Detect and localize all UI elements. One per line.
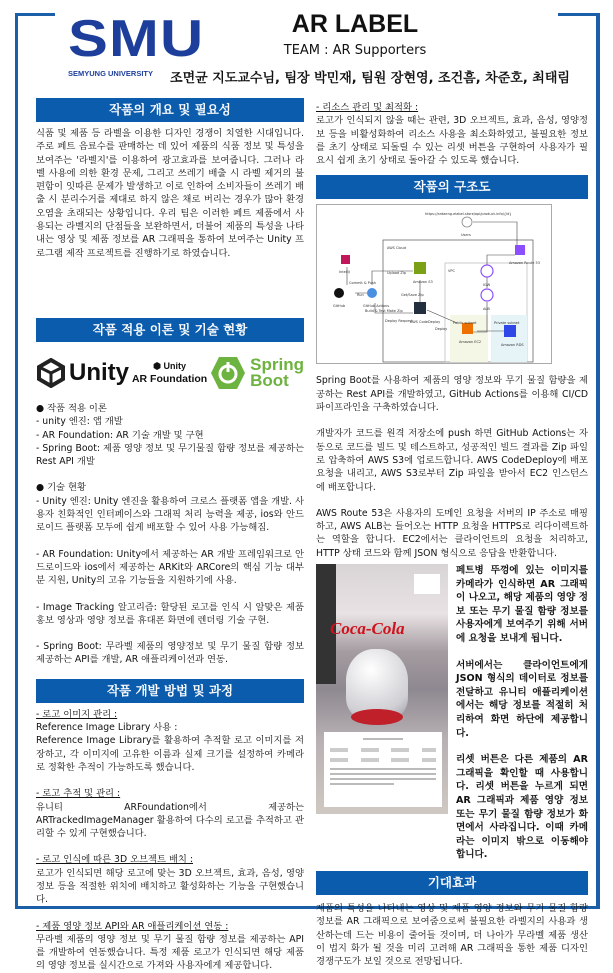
spring-text: Spring — [250, 354, 304, 374]
method-item-title: - 로고 추적 및 관리 : — [36, 788, 121, 800]
method-item-body: 유니티 ARFoundation에서 제공하는 ARTrackedImageManager 활용하여 다수의 로고를 추적하고 관리할 수 있게 구현했습니다. — [36, 801, 304, 840]
team-name: TEAM : AR Supporters — [283, 43, 427, 58]
diagram-url: https://ardaeng.elabel.store/api/product-info/{id} — [425, 212, 512, 217]
frame-left — [15, 13, 18, 909]
coca-cola-logo: Coca-Cola — [330, 619, 405, 639]
university-logo — [68, 10, 205, 78]
diagram-github-actions: GitHub Actions — [363, 304, 390, 309]
unity-cube-icon — [36, 358, 66, 388]
diagram-commit: Commit & Push — [349, 281, 377, 286]
structure-paragraph: 개발자가 코드를 원격 저장소에 push 하면 GitHub Actions는 자동으로 코드를 빌드 및 테스트하고, 성공적인 빌드 결과를 Zip 파일로 압축하여 AWS S3에 업로드합니다. AWS CodeDeploy에 배포 요청을 내리고, AWS S3로부터 Zip 파일을 받아서 EC2 인스턴스에 배포합니다. — [316, 428, 588, 493]
theory-item: - unity 엔진: 앱 개발 — [36, 416, 123, 428]
demo-paragraph: 서버에서는 클라이언트에게 JSON 형식의 데이터로 정보를 전달하고 유니티 애플리케이션에서는 해당 정보를 적절히 처리하여 화면 하단에 제공합니다. — [456, 659, 588, 739]
frame-top-right — [558, 13, 600, 16]
architecture-diagram — [316, 204, 552, 364]
diagram-deploy-request: Deploy Request — [385, 319, 413, 324]
status-item: - Unity 엔진: Unity 엔진을 활용하여 크로스 플랫폼 앱을 개발. 사용자 친화적인 인터페이스와 그래픽 처리 능력을 제공, ios와 안드로이드 플랫폼 모두에 쉽게 배포할 수 있어 사용 가능해짐. — [36, 495, 304, 534]
demo-paragraph: 리셋 버튼은 다른 제품의 AR 그래픽을 확인할 때 사용합니다. 리셋 버튼을 누르게 되면 AR 그래픽과 제품 영양 정보 또는 무기 물질 함량 정보가 화면에서 사라집니다. 이때 카메라는 이미지 밖으로 이동해야 합니다. — [456, 754, 588, 861]
unity-logo — [36, 358, 129, 388]
team-members: 조면균 지도교수님, 팀장 박민재, 팀원 장현영, 조건흠, 차준호, 최태림 — [170, 71, 570, 86]
nutrition-info-panel — [324, 732, 442, 807]
section-heading-method: 작품 개발 방법 및 과정 — [36, 679, 304, 703]
arf-text: AR Foundation — [131, 372, 208, 385]
ar-foundation-logo — [132, 360, 207, 386]
diagram-deploy: Deploy — [435, 327, 448, 332]
diagram-ec2: Amazon EC2 — [459, 340, 482, 345]
method-item-body: 로고가 인식되지 않을 때는 관련, 3D 오브젝트, 효과, 음성, 영양정보 등을 비활성화하여 리소스 사용을 최소화하였고, 불필요한 정보를 초기 상태로 되돌릴 수 있는 리셋 버튼을 구현하여 사용자가 필요시 쉽게 초기 상태로 돌아갈 수 있도록 했습니다. — [316, 115, 588, 167]
logo-subtitle: SEMYUNG UNIVERSITY — [68, 69, 154, 78]
unity-small-icon: ⬢ — [153, 360, 161, 371]
method-item — [316, 101, 588, 167]
status-item: - Spring Boot: 무라벨 제품의 영양정보 및 무기 물질 함량 정보 제공하는 API를 개발, AR 애플리케이션과 연동. — [36, 641, 304, 666]
method-item-body: Reference Image Library 사용 : — [36, 722, 178, 734]
arf-unity-text: Unity — [163, 360, 186, 371]
diagram-aws-cloud: AWS Cloud — [387, 246, 406, 251]
unity-logo-text: Unity — [69, 359, 129, 387]
diagram-rds: Amazon RDS — [501, 343, 524, 348]
spring-power-icon — [210, 356, 246, 390]
diagram-getzip: Get/Save Zip — [401, 293, 424, 298]
tech-logos — [36, 347, 304, 399]
effect-body: 제품의 특성을 나타내는 영상 및 제품 영양 정보와 무기 물질 함량 정보를 AR 그래픽으로 보여줌으로써 불필요한 라벨지의 사용과 생산하는데 드는 비용이 줄어들 것이며, 더 나아가 무라벨 제품 생산이 법지 화가 될 것을 미리 고려해 AR 그래픽을 통한 제품 디자인 경쟁구도가 보일 것으로 전망됩니다. — [316, 902, 588, 968]
demo-paragraph: 페트병 뚜껑에 있는 이미지를 카메라가 인식하면 AR 그래픽이 나오고, 해당 제품의 영양 정보 또는 무기 물질 함량 정보를 사용자에게 보여주기 위해 서버에 요청을 보내게 됩니다. — [456, 565, 588, 645]
diagram-route53: Amazon Route 53 — [509, 261, 540, 266]
method-item-title: - 로고 인식에 따른 3D 오브젝트 배치 : — [36, 854, 193, 866]
status-title: ● 기술 현황 — [36, 482, 86, 494]
diagram-build: Build & Test Make Zip — [365, 309, 403, 314]
method-item — [36, 708, 304, 774]
frame-top-left — [15, 13, 55, 16]
diagram-private-subnet: Private subnet — [494, 321, 520, 326]
method-item — [36, 787, 304, 840]
theory-item: - Spring Boot: 제품 영양 정보 및 무기물질 함량 정보를 제공하는 Rest API 개발 — [36, 442, 304, 468]
diagram-igw: IGW — [483, 283, 491, 288]
frame-right — [596, 13, 600, 909]
diagram-public-subnet: Public subnet — [453, 321, 477, 326]
method-item-body: Reference Image Library를 활용하여 추적할 로고 이미지를 저장하고, 각 이미지에 고유한 이름과 실제 크기를 설정하여 카메라로 정확한 추적이 가능하도록 했습니다. — [36, 735, 304, 773]
diagram-upload: Upload Zip — [387, 271, 406, 276]
status-item: - AR Foundation: Unity에서 제공하는 AR 개발 프레임워크로 안드로이드와 ios에서 제공하는 ARKit와 ARCore의 핵심 기능 대부분 지원, Unity의 고유 기능들을 지원하기에 사용. — [36, 548, 304, 587]
poster-title: AR LABEL — [291, 10, 419, 38]
method-item-title: - 로고 이미지 관리 : — [36, 708, 118, 720]
section-heading-overview: 작품의 개요 및 필요성 — [36, 98, 304, 122]
diagram-codedeploy: AWS CodeDeploy — [410, 320, 441, 325]
section-heading-structure: 작품의 구조도 — [316, 175, 588, 199]
theory-item: - AR Foundation: AR 기술 개발 및 구현 — [36, 429, 204, 441]
diagram-s3: Amazon S3 — [413, 280, 433, 285]
diagram-github: GitHub — [333, 304, 346, 309]
right-column — [316, 101, 588, 968]
diagram-run: Run — [357, 293, 364, 298]
demo-description — [456, 564, 588, 862]
bottle-cap — [351, 709, 403, 725]
status-item: - Image Tracking 알고리즘: 할당된 로고를 인식 시 알맞은 제품 홍보 영상과 영양 정보를 휴대폰 화면에 렌더링 기술 구현. — [36, 601, 304, 626]
overview-body: 식품 및 제품 등 라벨을 이용한 디자인 경쟁이 치열한 시대입니다. 주로 페트 음료수를 판매하는 데 있어 제품의 식품 정보 및 특성을 보여주는 '라벨지'를 이용하여 광고효과를 보여줍니다. 그러나 라벨 사용에 의한 환경 문제, 그리고 쓰레기 배출 시 라벨 제거의 불편함이 잇따른 문제가 발생하고 이로 인하여 소비자들이 쓰레기 배출 시 분리수거를 제대로 하지 않은 채로 버리는 경우가 많아 환경 오염을 초래되는 상황입니다. 우리 팀은 이러한 페트 제품에서 사용되는 라벨지의 단점들을 보완하면서, 더불어 제품의 특성을 나타내는 영상 및 제품 정보를 AR 그래픽을 통하여 보여주는 Unity 프로그램 제작 프로젝트를 진행하기로 하였습니다. — [36, 128, 304, 259]
section-heading-effect: 기대효과 — [316, 871, 588, 895]
reset-button-screenshot — [414, 574, 440, 594]
diagram-vpc: VPC — [448, 269, 455, 274]
method-item-body: 로고가 인식되면 해당 로고에 맞는 3D 오브젝트, 효과, 음성, 영양 정보 등을 적절한 위치에 배치하고 활성화하는 기능을 구현했습니다. — [36, 867, 304, 906]
boot-text: Boot — [250, 370, 289, 390]
theory-title: ● 작품 적용 이론 — [36, 402, 107, 414]
diagram-users: Users — [461, 233, 471, 238]
structure-paragraph: AWS Route 53은 사용자의 도메인 요청을 서버의 IP 주소로 매핑하고, AWS ALB는 들어오는 HTTP 요청을 HTTPS로 리다이렉트하는 역할을 합니다. EC2에서는 클라이언트의 요청을 처리하고, HTTP 상태 코드와 함께 JSON 형식으로 응답을 반환합니다. — [316, 507, 588, 559]
diagram-alb: ALB — [483, 307, 490, 312]
method-item-title: - 리소스 관리 및 최적화 : — [316, 102, 419, 113]
method-item-title: - 제품 영양 정보 API와 AR 애플리케이션 연동 : — [36, 920, 229, 932]
method-item — [36, 853, 304, 906]
method-item — [36, 920, 304, 973]
structure-paragraph: Spring Boot를 사용하여 제품의 영양 정보와 무기 물질 함량을 제공하는 Rest API를 개발하였고, GitHub Actions를 이용해 CI/CD 파이프라인을 구축하였습니다. — [316, 375, 588, 414]
ar-demo-photo — [316, 564, 448, 814]
demo-row — [316, 564, 588, 862]
method-item-body: 무라벨 제품의 영양 정보 및 무기 물질 함량 정보를 제공하는 API를 개발하여 연동했습니다. 특정 제품 로고가 인식되면 해당 제품의 영양 정보를 실시간으로 가져와 사용자에게 제공합니다. — [36, 933, 304, 972]
diagram-intellij: IntelliJ — [339, 270, 350, 275]
left-column — [36, 98, 304, 973]
section-heading-theory: 작품 적용 이론 및 기술 현황 — [36, 318, 304, 342]
logo-mark: SMU — [68, 10, 205, 68]
spring-boot-logo — [210, 356, 304, 390]
